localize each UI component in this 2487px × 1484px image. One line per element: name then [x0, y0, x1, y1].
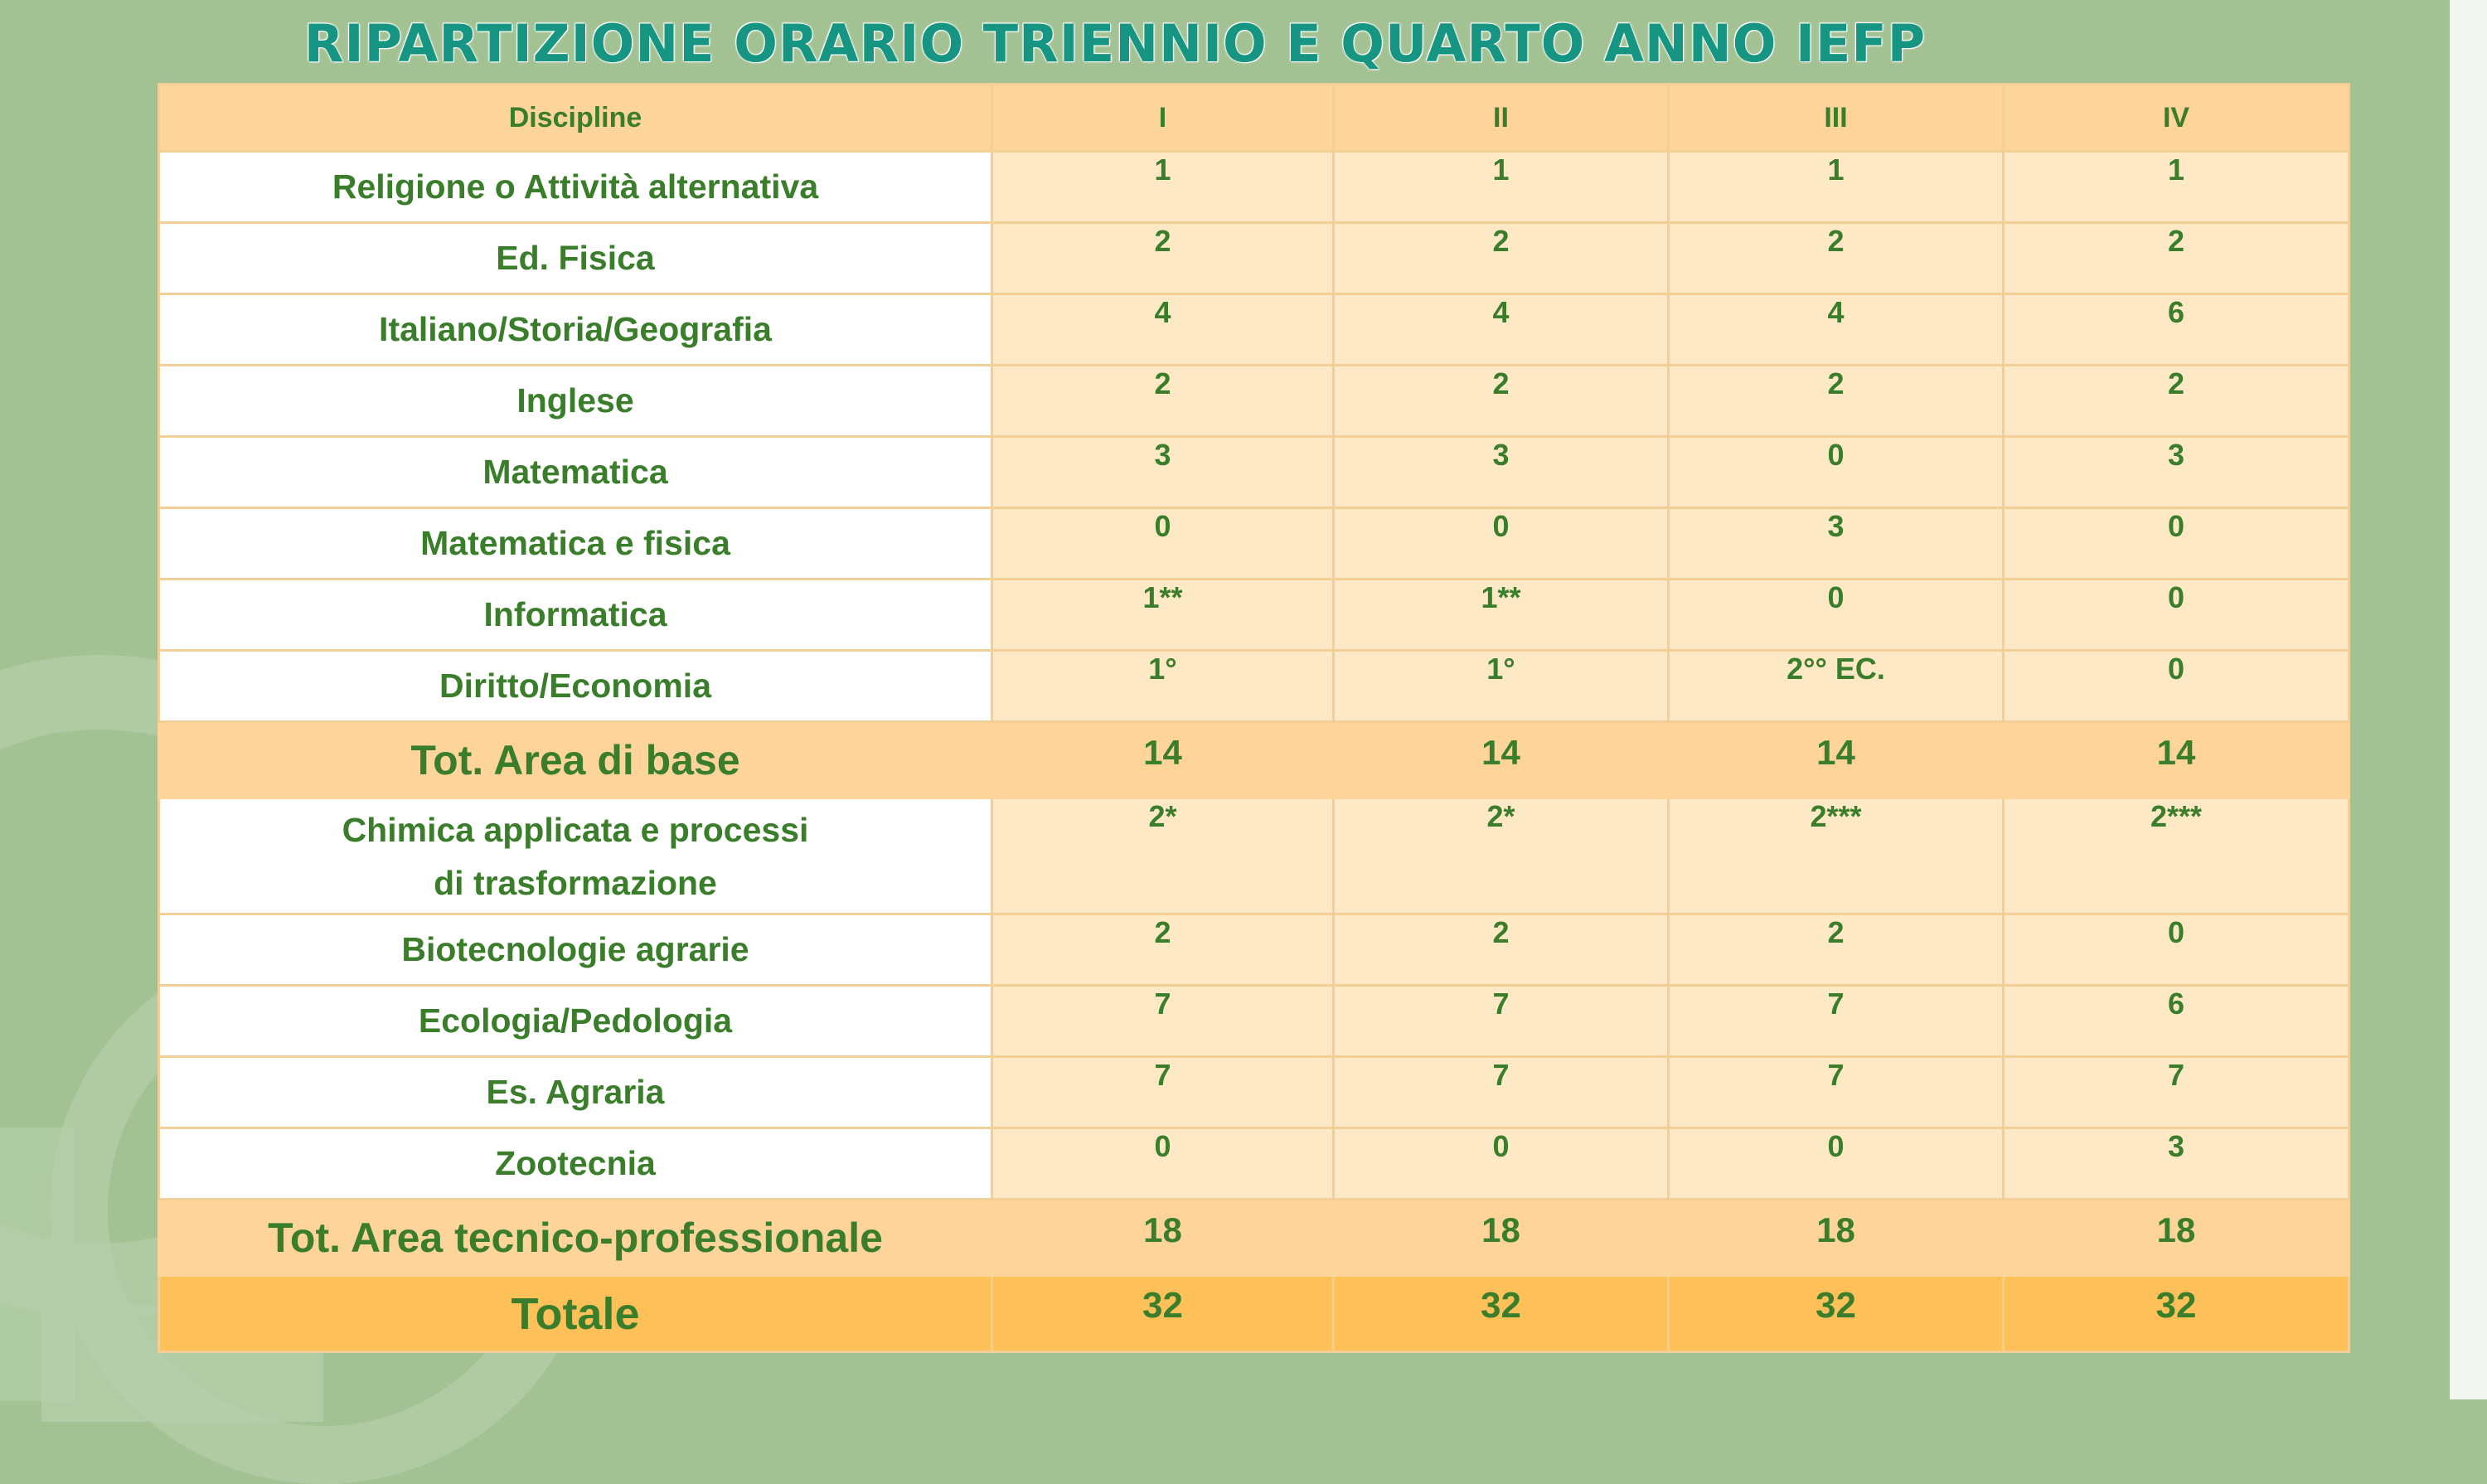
subject-name: Ed. Fisica	[159, 223, 992, 294]
subtotal-label: Tot. Area di base	[159, 722, 992, 798]
hours-cell: 1°	[1334, 651, 1669, 722]
hours-cell: 7	[992, 986, 1334, 1057]
table-row	[159, 223, 2349, 294]
table-row	[159, 1057, 2349, 1128]
subtotal-cell: 18	[1669, 1200, 2004, 1276]
page-title: RIPARTIZIONE ORARIO TRIENNIO E QUARTO ANNO IEFP	[303, 13, 1927, 74]
subtotal-cell: 18	[1334, 1200, 1669, 1276]
hours-cell: 2***	[1669, 798, 2004, 914]
hours-cell: 4	[1334, 294, 1669, 366]
hours-cell: 0	[2004, 914, 2349, 986]
table-row	[159, 580, 2349, 651]
subject-name-line1: Chimica applicata e processi	[342, 810, 809, 849]
hours-cell: 7	[992, 1057, 1334, 1128]
hours-cell: 0	[1669, 580, 2004, 651]
hours-cell: 0	[992, 1128, 1334, 1200]
subject-name: Ecologia/Pedologia	[159, 986, 992, 1057]
subject-name: Zootecnia	[159, 1128, 992, 1200]
hours-cell: 4	[992, 294, 1334, 366]
hours-cell: 2	[992, 366, 1334, 437]
hours-cell: 6	[2004, 986, 2349, 1057]
table-row	[159, 294, 2349, 366]
table-row	[159, 437, 2349, 508]
hours-cell: 0	[992, 508, 1334, 580]
hours-cell: 2	[1334, 366, 1669, 437]
hours-cell: 0	[1334, 1128, 1669, 1200]
total-cell: 32	[2004, 1276, 2349, 1352]
subtotal-cell: 14	[992, 722, 1334, 798]
subject-name-line2: di trasformazione	[434, 863, 717, 902]
hours-cell: 1	[1669, 152, 2004, 223]
hours-cell: 2	[992, 223, 1334, 294]
hours-cell: 0	[1669, 1128, 2004, 1200]
table-row	[159, 651, 2349, 722]
subject-name	[159, 798, 992, 914]
hours-cell: 7	[1669, 986, 2004, 1057]
hours-cell: 1**	[992, 580, 1334, 651]
hours-cell: 0	[2004, 508, 2349, 580]
subtotal-cell: 14	[2004, 722, 2349, 798]
hours-cell: 0	[2004, 651, 2349, 722]
hours-cell: 0	[1334, 508, 1669, 580]
hours-cell: 4	[1669, 294, 2004, 366]
header-disciplines: Discipline	[159, 85, 992, 152]
total-row	[159, 1276, 2349, 1352]
subject-name: Diritto/Economia	[159, 651, 992, 722]
header-year-4: IV	[2004, 85, 2349, 152]
hours-cell: 2***	[2004, 798, 2349, 914]
hours-cell: 0	[2004, 580, 2349, 651]
total-label: Totale	[159, 1276, 992, 1352]
header-year-3: III	[1669, 85, 2004, 152]
hours-cell: 1	[1334, 152, 1669, 223]
table-row	[159, 508, 2349, 580]
subject-name: Inglese	[159, 366, 992, 437]
subtotal-cell: 18	[2004, 1200, 2349, 1276]
subtotal-label: Tot. Area tecnico-professionale	[159, 1200, 992, 1276]
total-cell: 32	[1334, 1276, 1669, 1352]
hours-cell: 2	[1334, 223, 1669, 294]
subject-name: Religione o Attività alternativa	[159, 152, 992, 223]
subject-name: Biotecnologie agrarie	[159, 914, 992, 986]
hours-cell: 1°	[992, 651, 1334, 722]
hours-cell: 3	[2004, 437, 2349, 508]
hours-cell: 2*	[1334, 798, 1669, 914]
right-edge-strip	[2450, 0, 2487, 1399]
hours-cell: 2	[2004, 366, 2349, 437]
hours-cell: 1	[992, 152, 1334, 223]
hours-cell: 2	[2004, 223, 2349, 294]
hours-cell: 2*	[992, 798, 1334, 914]
subtotal-cell: 14	[1669, 722, 2004, 798]
hours-cell: 3	[1669, 508, 2004, 580]
hours-cell: 2	[1669, 223, 2004, 294]
subject-name: Matematica	[159, 437, 992, 508]
subject-name: Es. Agraria	[159, 1057, 992, 1128]
hours-cell: 0	[1669, 437, 2004, 508]
total-cell: 32	[1669, 1276, 2004, 1352]
hours-cell: 3	[1334, 437, 1669, 508]
hours-cell: 2°° EC.	[1669, 651, 2004, 722]
subtotal-row-tech	[159, 1200, 2349, 1276]
subject-name: Italiano/Storia/Geografia	[159, 294, 992, 366]
hours-cell: 7	[1334, 1057, 1669, 1128]
header-year-1: I	[992, 85, 1334, 152]
hours-cell: 3	[992, 437, 1334, 508]
hours-cell: 2	[1669, 366, 2004, 437]
total-cell: 32	[992, 1276, 1334, 1352]
header-row	[159, 85, 2349, 152]
hours-cell: 2	[1669, 914, 2004, 986]
schedule-table	[158, 83, 2350, 1353]
hours-cell: 1**	[1334, 580, 1669, 651]
subject-name: Informatica	[159, 580, 992, 651]
hours-cell: 3	[2004, 1128, 2349, 1200]
table-row	[159, 1128, 2349, 1200]
table-row	[159, 366, 2349, 437]
hours-cell: 1	[2004, 152, 2349, 223]
table-row	[159, 152, 2349, 223]
subtotal-cell: 14	[1334, 722, 1669, 798]
subtotal-row-base	[159, 722, 2349, 798]
hours-cell: 6	[2004, 294, 2349, 366]
subtotal-cell: 18	[992, 1200, 1334, 1276]
table-row	[159, 798, 2349, 914]
subject-name: Matematica e fisica	[159, 508, 992, 580]
hours-cell: 7	[1334, 986, 1669, 1057]
hours-cell: 7	[1669, 1057, 2004, 1128]
hours-cell: 2	[1334, 914, 1669, 986]
hours-cell: 7	[2004, 1057, 2349, 1128]
table-row	[159, 986, 2349, 1057]
header-year-2: II	[1334, 85, 1669, 152]
hours-cell: 2	[992, 914, 1334, 986]
table-row	[159, 914, 2349, 986]
